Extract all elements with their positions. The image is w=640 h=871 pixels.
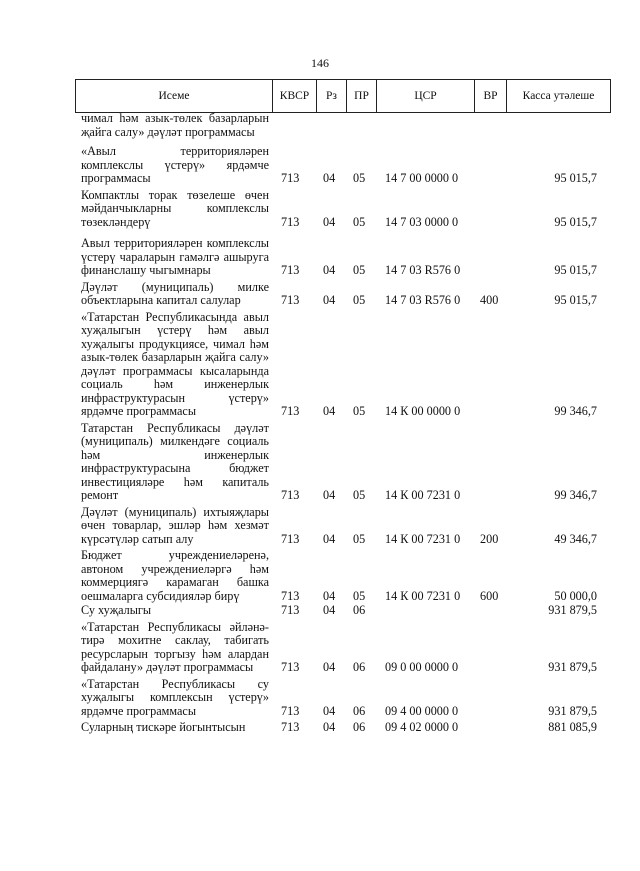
row-pr: 05 bbox=[353, 588, 366, 603]
row-rz: 04 bbox=[323, 214, 336, 229]
row-rz: 04 bbox=[323, 531, 336, 546]
row-pr: 06 bbox=[353, 720, 366, 734]
row-name: Бюджет учреждениеләренә, автоном учреждениеләргә һәм коммерциягә карамаган башка оешмаларга субсидияләр бирү bbox=[81, 548, 269, 603]
row-name: Компактлы торак төзелеше өчен мәйданчыкларны комплекслы төзекләндерү bbox=[81, 187, 269, 229]
row-csr: 09 4 00 0000 0 bbox=[385, 703, 459, 718]
row-sum: 95 015,7 bbox=[554, 171, 597, 185]
row-sum: 931 879,5 bbox=[548, 703, 597, 718]
row-csr: 14 К 00 7231 0 bbox=[385, 588, 461, 603]
table-body bbox=[75, 112, 611, 735]
row-rz: 04 bbox=[323, 588, 336, 603]
header-csr: ЦСР bbox=[377, 80, 475, 112]
row-csr: 14 7 00 0000 0 bbox=[385, 171, 459, 185]
row-rz: 04 bbox=[323, 603, 336, 617]
row-kvsr: 713 bbox=[281, 214, 300, 229]
row-pr: 05 bbox=[353, 214, 366, 229]
row-sum: 931 879,5 bbox=[548, 603, 597, 617]
row-rz: 04 bbox=[323, 404, 336, 418]
row-vr: 400 bbox=[480, 293, 499, 307]
table-row bbox=[75, 604, 611, 618]
row-pr: 06 bbox=[353, 703, 366, 718]
row-name: Дәүләт (муниципаль) ихтыяҗлары өчен товарлар, эшләр һәм хезмәт күрсәтүләр сатып алу bbox=[81, 504, 269, 546]
row-rz: 04 bbox=[323, 488, 336, 502]
row-kvsr: 713 bbox=[281, 603, 300, 617]
table-row bbox=[75, 422, 611, 503]
row-kvsr: 713 bbox=[281, 404, 300, 418]
row-sum: 95 015,7 bbox=[554, 263, 597, 277]
row-csr: 14 К 00 7231 0 bbox=[385, 488, 461, 502]
row-sum: 49 346,7 bbox=[554, 531, 597, 546]
table-row bbox=[75, 506, 611, 547]
row-name: «Татарстан Республикасы әйләнә-тирә мохитне саклау, табигать ресурсларын торгызу һәм алардан файдалану» дәүләт программасы bbox=[81, 619, 269, 674]
row-name: «Татарстан Республикасында авыл хуҗалыгын үстерү һәм авыл хуҗалыгы продукциясе, чимал һәм азык-төлек базарларын җайга салу» дәүләт программасы кысаларында социаль һәм инженерлык инфраструктурасын үстерү» ярдәмче программасы bbox=[81, 309, 269, 418]
row-vr: 600 bbox=[480, 588, 499, 603]
table-row bbox=[75, 237, 611, 278]
table-row bbox=[75, 549, 611, 603]
row-sum: 99 346,7 bbox=[554, 488, 597, 502]
header-kvsr: КВСР bbox=[273, 80, 317, 112]
table-row bbox=[75, 145, 611, 186]
row-name: «Авыл территорияләрен комплекслы үстерү» ярдәмче программасы bbox=[81, 144, 269, 185]
row-csr: 14 К 00 0000 0 bbox=[385, 404, 461, 418]
table-row bbox=[75, 281, 611, 308]
row-sum: 95 015,7 bbox=[554, 214, 597, 229]
row-kvsr: 713 bbox=[281, 720, 300, 734]
row-csr: 09 4 02 0000 0 bbox=[385, 720, 459, 734]
row-csr: 14 7 03 R576 0 bbox=[385, 293, 461, 307]
row-rz: 04 bbox=[323, 171, 336, 185]
table-row bbox=[75, 678, 611, 719]
row-kvsr: 713 bbox=[281, 263, 300, 277]
row-pr: 05 bbox=[353, 404, 366, 418]
row-sum: 50 000,0 bbox=[554, 588, 597, 603]
row-pr: 06 bbox=[353, 660, 366, 674]
row-rz: 04 bbox=[323, 720, 336, 734]
row-pr: 05 bbox=[353, 171, 366, 185]
row-csr: 14 7 03 0000 0 bbox=[385, 214, 459, 229]
table-row bbox=[75, 721, 611, 735]
row-pr: 05 bbox=[353, 263, 366, 277]
table-row bbox=[75, 311, 611, 419]
row-rz: 04 bbox=[323, 293, 336, 307]
row-rz: 04 bbox=[323, 703, 336, 718]
row-name: «Татарстан Республикасы су хуҗалыгы комплексын үстерү» ярдәмче программасы bbox=[81, 676, 269, 718]
header-name: Исеме bbox=[75, 80, 273, 112]
row-name: Су хуҗалыгы bbox=[81, 603, 152, 617]
row-pr: 05 bbox=[353, 488, 366, 502]
row-vr: 200 bbox=[480, 531, 499, 546]
table-row bbox=[75, 621, 611, 675]
row-name: Татарстан Республикасы дәүләт (муниципаль) милкендәге социаль һәм инженерлык инфраструктурасына бюджет инвестицияләре һәм капиталь ремонт bbox=[81, 420, 269, 502]
header-pr: ПР bbox=[347, 80, 377, 112]
row-kvsr: 713 bbox=[281, 531, 300, 546]
row-rz: 04 bbox=[323, 263, 336, 277]
row-pr: 05 bbox=[353, 531, 366, 546]
row-kvsr: 713 bbox=[281, 488, 300, 502]
table-header bbox=[75, 79, 611, 113]
row-sum: 99 346,7 bbox=[554, 404, 597, 418]
row-kvsr: 713 bbox=[281, 171, 300, 185]
row-kvsr: 713 bbox=[281, 703, 300, 718]
row-sum: 931 879,5 bbox=[548, 660, 597, 674]
row-name: Авыл территорияләрен комплекслы үстерү чараларын гамәлгә ашыруга финанслашу чыгымнары bbox=[81, 236, 269, 277]
row-csr: 14 К 00 7231 0 bbox=[385, 531, 461, 546]
row-sum: 95 015,7 bbox=[554, 293, 597, 307]
header-rz: Рз bbox=[317, 80, 347, 112]
table-row bbox=[75, 112, 611, 139]
row-name: Суларның тискәре йогынтысын bbox=[81, 720, 246, 734]
header-vr: ВР bbox=[475, 80, 507, 112]
row-name: Дәүләт (муниципаль) милке объектларына капитал салулар bbox=[81, 279, 269, 307]
row-pr: 05 bbox=[353, 293, 366, 307]
row-csr: 09 0 00 0000 0 bbox=[385, 660, 459, 674]
row-pr: 06 bbox=[353, 603, 366, 617]
row-kvsr: 713 bbox=[281, 660, 300, 674]
row-kvsr: 713 bbox=[281, 293, 300, 307]
row-name: чимал һәм азык-төлек базарларын җайга салу» дәүләт программасы bbox=[81, 111, 269, 139]
table-row bbox=[75, 189, 611, 230]
page-number: 146 bbox=[311, 56, 329, 70]
row-csr: 14 7 03 R576 0 bbox=[385, 263, 461, 277]
row-kvsr: 713 bbox=[281, 588, 300, 603]
row-sum: 881 085,9 bbox=[548, 720, 597, 734]
row-rz: 04 bbox=[323, 660, 336, 674]
header-kassa: Касса утәлеше bbox=[507, 80, 611, 112]
